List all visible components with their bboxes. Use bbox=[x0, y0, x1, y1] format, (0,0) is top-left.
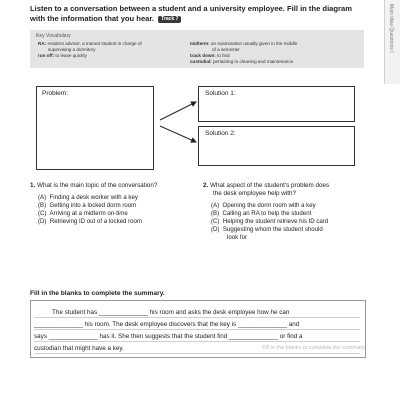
summary-line: says ______________ has it. She then suggests that the student find ______________ or find a bbox=[34, 333, 303, 340]
vocab-item: midterm: an examination usually given in the middle bbox=[190, 41, 298, 46]
diagram-arrows bbox=[152, 90, 202, 150]
instructions bbox=[30, 4, 370, 23]
summary-rule bbox=[34, 353, 360, 354]
solution1-label: Solution 1: bbox=[205, 90, 236, 97]
question-number: 1. bbox=[30, 182, 36, 189]
question-text-cont: the desk employee help with? bbox=[213, 190, 296, 198]
option-a[interactable]: (A) Finding a desk worker with a key bbox=[38, 194, 138, 201]
solution2-label: Solution 2: bbox=[205, 130, 236, 137]
summary-rule bbox=[34, 317, 360, 318]
vocab-item: RA: resident advisor, a trained student in charge of bbox=[38, 41, 142, 46]
vocab-item: custodial: pertaining to cleaning and maintenance bbox=[190, 59, 294, 64]
summary-line: The student has ______________ his room and asks the desk employee how he can bbox=[52, 309, 290, 316]
vocabulary-title: Key Vocabulary bbox=[36, 33, 71, 39]
side-tab-label: Main Idea Questions I bbox=[388, 4, 394, 53]
vocab-item: supervising a dormitory bbox=[48, 46, 96, 52]
question-2 bbox=[203, 182, 373, 198]
vocab-item: run off: to leave quickly bbox=[38, 53, 87, 58]
instructions-line1: Listen to a conversation between a student and a university employee. Fill in the diagram bbox=[30, 4, 352, 13]
summary-line: ______________ his room. The desk employee discovers that the key is ______________ and bbox=[34, 321, 300, 328]
question-1-options bbox=[38, 194, 142, 226]
vocab-item: track down: to find bbox=[190, 53, 230, 58]
option-a[interactable]: (A) Opening the dorm room with a key bbox=[211, 202, 316, 209]
question-text: What is the main topic of the conversation? bbox=[37, 182, 158, 189]
problem-label: Problem: bbox=[42, 90, 69, 97]
question-1 bbox=[30, 182, 157, 190]
option-d[interactable]: (D) Retrieving ID out of a locked room bbox=[38, 218, 142, 225]
problem-box[interactable] bbox=[36, 86, 154, 170]
arrow-to-solution1 bbox=[160, 102, 196, 120]
summary-line: custodian that might have a key. bbox=[34, 345, 124, 352]
summary-rule bbox=[34, 329, 360, 330]
question-2-options bbox=[211, 202, 328, 242]
option-d[interactable]: (D) Suggesting whom the student should bbox=[211, 226, 323, 233]
summary-title: Fill in the blanks to complete the summary. bbox=[30, 290, 165, 297]
option-c[interactable]: (C) Arriving at a midterm on-time bbox=[38, 210, 128, 217]
summary-rule bbox=[34, 341, 360, 342]
question-text: What aspect of the student's problem does bbox=[210, 182, 330, 189]
instructions-line2: with the information that you hear. bbox=[30, 13, 155, 23]
arrow-to-solution2 bbox=[160, 126, 196, 142]
question-number: 2. bbox=[203, 182, 209, 189]
bleed-through-text: Fill in the blanks to complete the summary. bbox=[262, 345, 366, 351]
option-d-cont: look for bbox=[227, 234, 247, 241]
option-b[interactable]: (B) Getting into a locked dorm room bbox=[38, 202, 137, 209]
option-b[interactable]: (B) Calling an RA to help the student bbox=[211, 210, 312, 217]
vocab-item: of a semester bbox=[212, 46, 240, 52]
track-badge: Track 7 bbox=[158, 16, 181, 23]
option-c[interactable]: (C) Helping the student retrieve his ID card bbox=[211, 218, 329, 225]
